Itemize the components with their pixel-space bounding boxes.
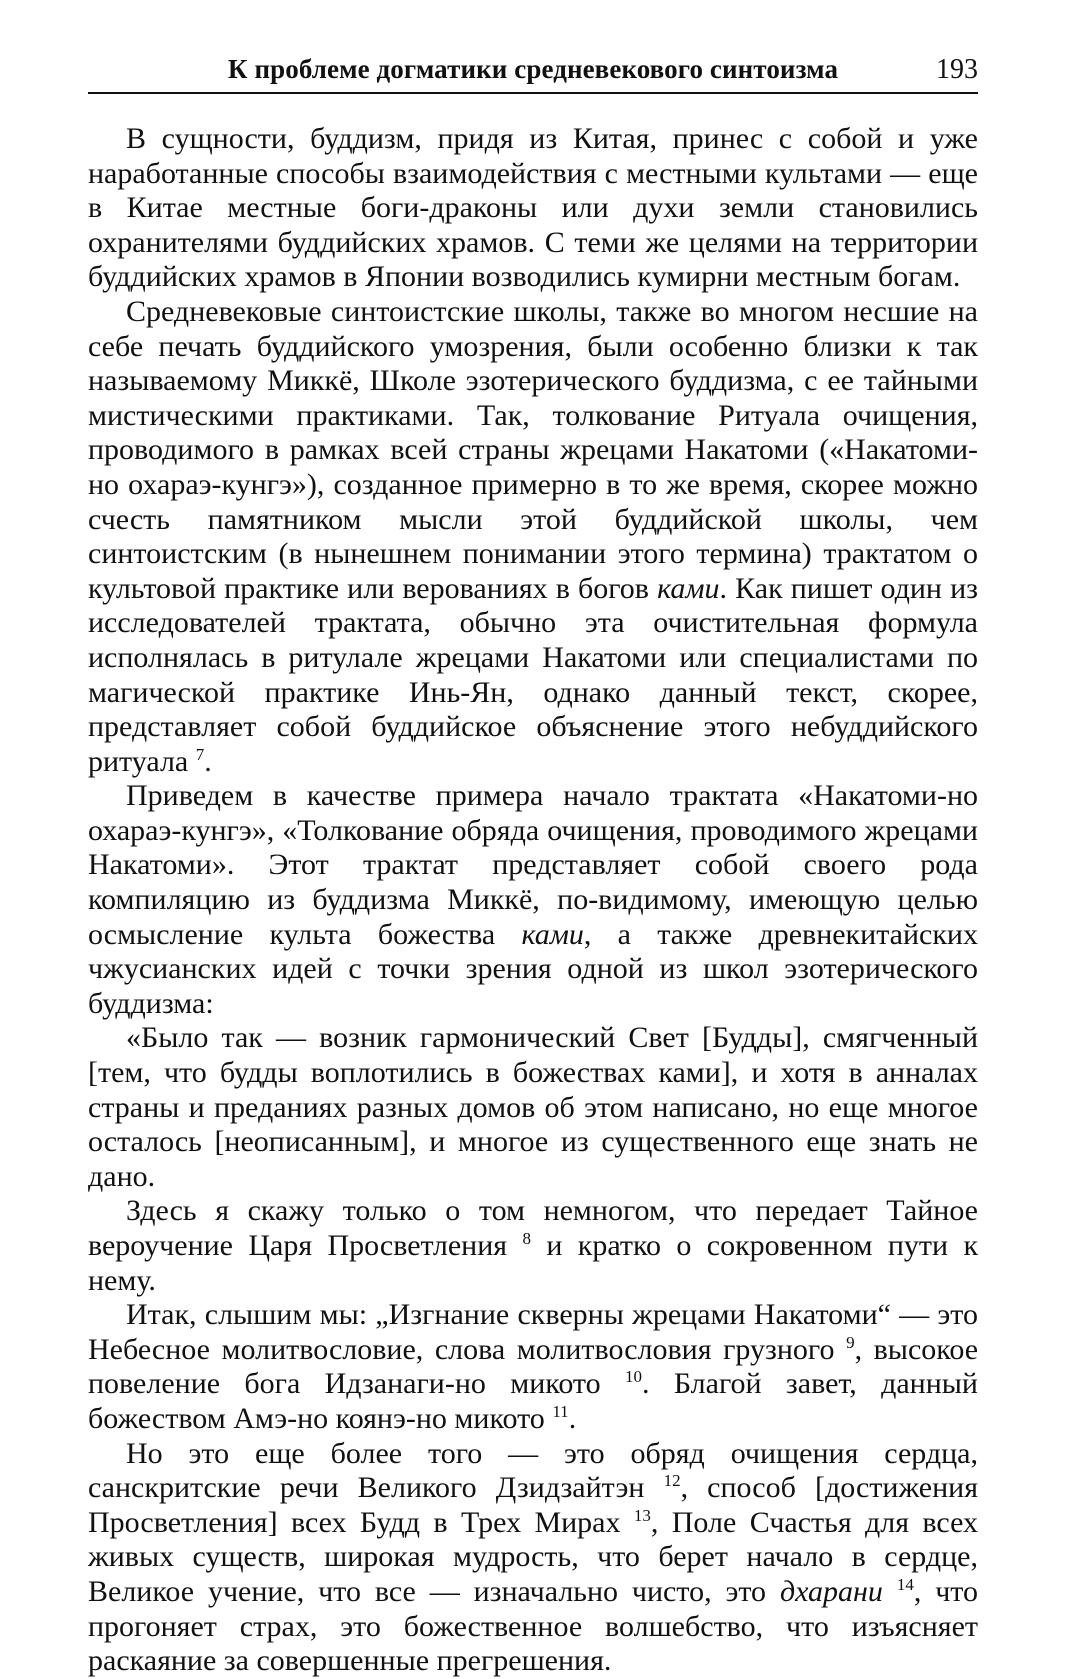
text-segment: и кратко о сокровенном пути к нему.	[88, 1229, 979, 1297]
text-segment: , а также древнекитайских чжусианских идей с точки зрения одной из школ эзотерического буддизма:	[88, 917, 978, 1020]
italic-term: ками	[521, 917, 584, 951]
text-segment: Средневековые синтоистские школы, также во многом несшие на себе печать буддийского умозрения, были особенно близки к так называемому Миккё, Школе эзотерического буддизма, с ее тайными мистическими практиками. Так, толкование Ритуала очищения, проводимого в рамках всей страны жрецами Накатоми («Накатоми-но охараэ-кунгэ»), созданное примерно в то же время, скорее можно счесть памятником мысли этой буддийской школы, чем синтоистским (в нынешнем понимании этого термина) трактатом о культовой практике или верованиях в богов	[88, 294, 978, 605]
text-segment: .	[204, 744, 212, 778]
running-header	[88, 52, 978, 94]
text-segment: Но это еще более того — это обряд очищения сердца, санскритские речи Великого Дзидзайтэн	[88, 1436, 978, 1505]
running-title: К проблеме догматики средневекового синтоизма	[227, 54, 839, 84]
italic-term: дхарани	[779, 1574, 883, 1608]
paragraph-1	[88, 122, 978, 295]
paragraph-5	[88, 1194, 978, 1298]
text-segment: Приведем в качестве примера начало трактата «Накатоми-но охараэ-кунгэ», «Толкование обряда очищения, проводимого жрецами Накатоми». Этот трактат представляет собой своего рода компиляцию из буддизма Миккё, по-видимому, имеющую целью осмысление культа божества	[88, 779, 978, 951]
paragraph-4-text: «Было так — возник гармонический Свет [Будды], смягченный [тем, что будды воплотились в божествах ками], и хотя в анналах страны и преданиях разных домов об этом написано, но еще многое осталось [неописанным], и многое из существенного еще знать не дано.	[88, 1021, 978, 1193]
text-segment: , Поле Счастья для всех живых существ, широкая мудрость, что берет начало в сердце, Великое учение, что все — изначально чисто, это	[88, 1505, 979, 1608]
text-segment: Здесь я скажу только о том немногом, что передает Тайное вероучение Царя Просветления	[88, 1194, 978, 1262]
text-segment: . Благой завет, данный божеством Амэ-но коянэ-но микото	[88, 1367, 978, 1435]
paragraph-6	[88, 1298, 978, 1436]
text-segment: , что прогоняет страх, это божественное волшебство, что изъясняет раскаяние за совершенные прегрешения.	[88, 1574, 979, 1678]
footnote-ref-14: 14	[896, 1574, 914, 1594]
footnote-ref-12: 12	[663, 1471, 681, 1491]
text-segment: Итак, слышим мы: „Изгнание скверны жрецами Накатоми“ — это Небесное молитвословие, слова молитвословия грузного	[88, 1298, 978, 1366]
paragraph-4-quote	[88, 1021, 978, 1194]
footnote-ref-8: 8	[522, 1229, 531, 1248]
footnote-ref-13: 13	[633, 1505, 651, 1525]
text-segment: , высокое повеление бога Идзанаги-но микото	[88, 1332, 979, 1401]
body-text	[88, 122, 978, 1679]
text-segment: , способ [достижения Просветления] всех Будд в Трех Мирах	[88, 1471, 979, 1539]
footnote-ref-10: 10	[625, 1367, 642, 1387]
footnote-ref-7: 7	[195, 744, 205, 764]
paragraph-2	[88, 295, 978, 779]
text-segment: .	[568, 1401, 577, 1435]
text-segment: . Как пишет один из исследователей трактата, обычно эта очистительная формула исполнялась в ритулале жрецами Накатоми или специалистами по магической практике Инь-Ян, однако данный текст, скорее, представляет собой буддийское объяснение этого небуддийского ритуала	[88, 571, 978, 778]
footnote-ref-9: 9	[846, 1332, 855, 1352]
paragraph-3	[88, 779, 978, 1021]
page-number: 193	[936, 54, 978, 85]
paragraph-1-text: В сущности, буддизм, придя из Китая, принес с собой и уже наработанные способы взаимодействия с местными культами — еще в Китае местные боги-драконы или духи земли становились охранителями буддийских храмов. С теми же целями на территории буддийских храмов в Японии возводились кумирни местным богам.	[88, 122, 978, 294]
italic-term: ками	[657, 571, 720, 605]
paragraph-7	[88, 1437, 978, 1679]
footnote-ref-11: 11	[552, 1401, 569, 1421]
